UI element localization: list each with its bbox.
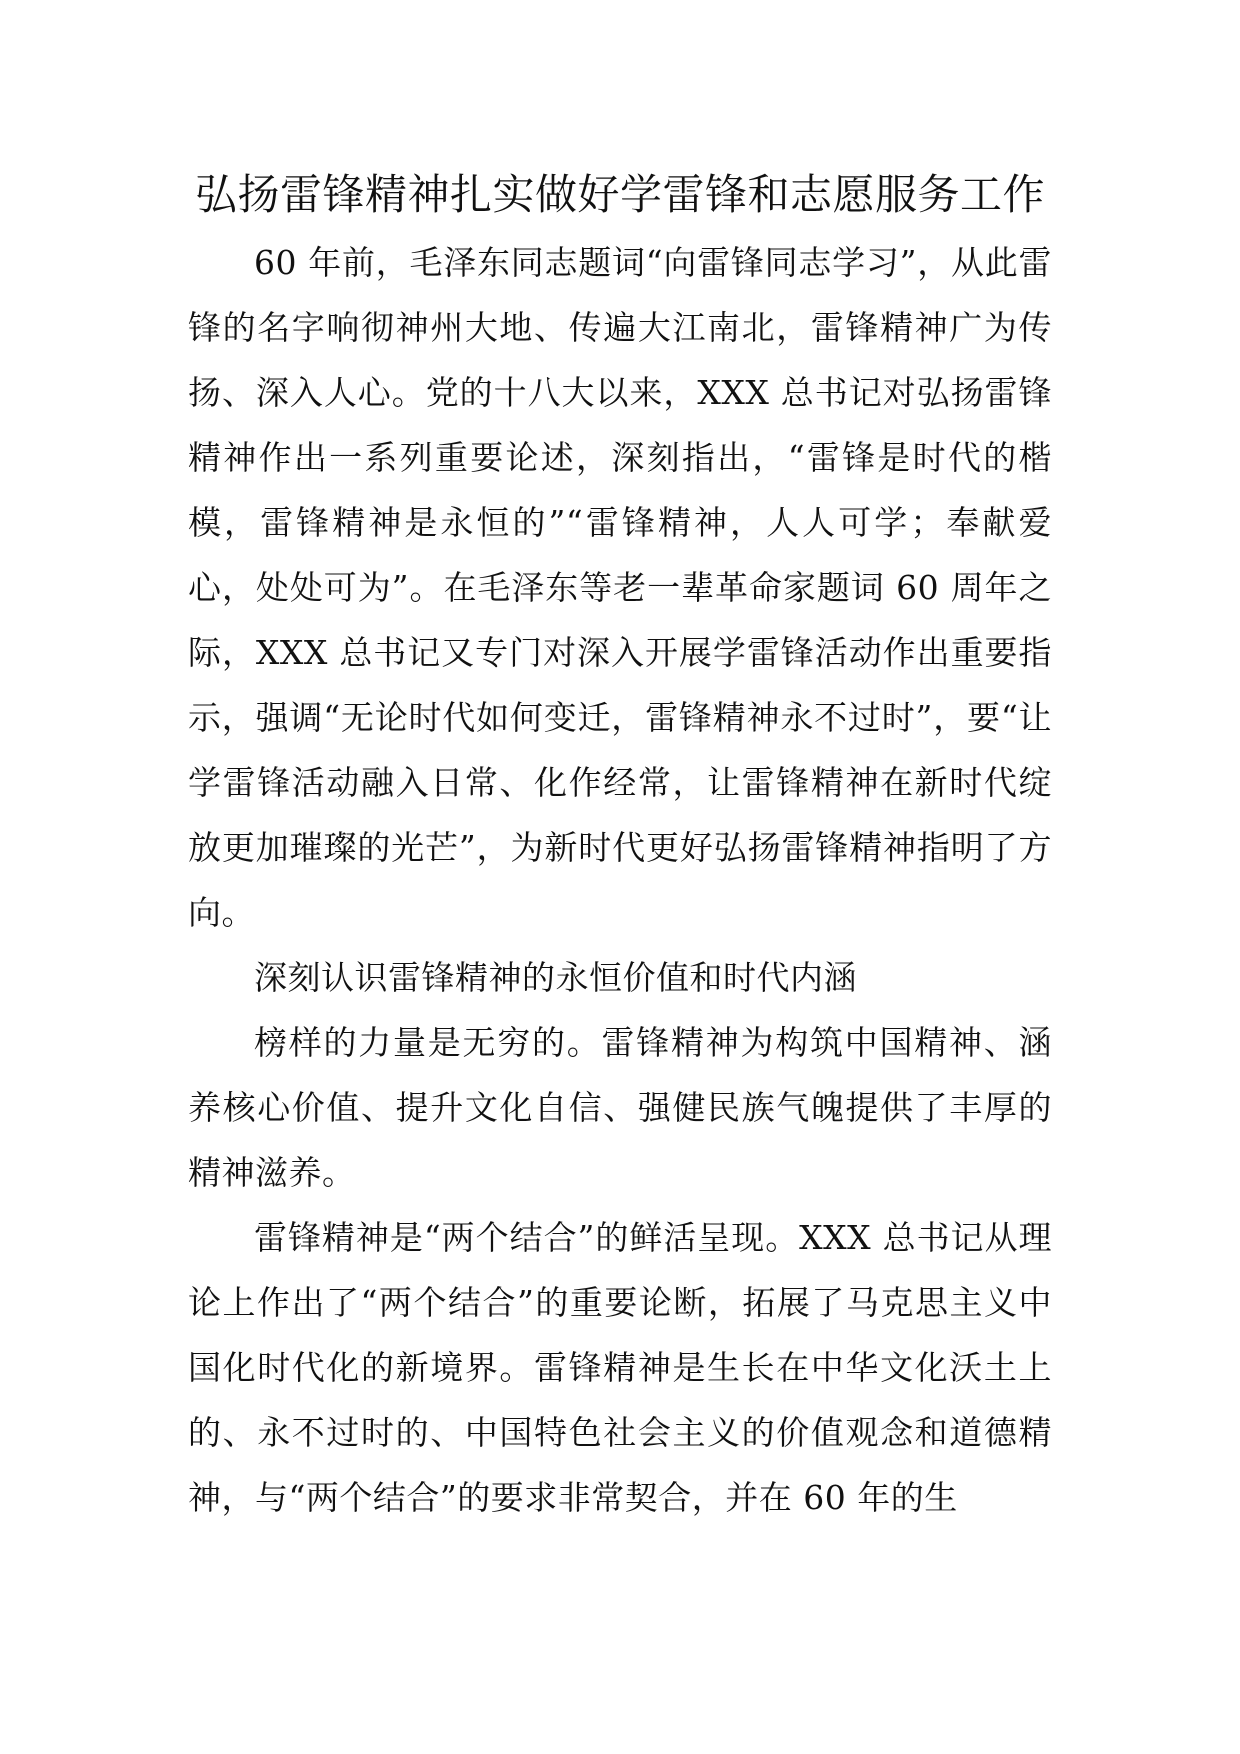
paragraph-role-model: 榜样的力量是无穷的。雷锋精神为构筑中国精神、涵养核心价值、提升文化自信、强健民族气魄提供了丰厚的精神滋养。	[188, 1023, 1052, 1192]
paragraph-two-combinations: 雷锋精神是“两个结合”的鲜活呈现。XXX 总书记从理论上作出了“两个结合”的重要论断，拓展了马克思主义中国化时代化的新境界。雷锋精神是生长在中华文化沃土上的、永不过时的、中国特色社会主义的价值观念和道德精神，与“两个结合”的要求非常契合，并在 60 年的生	[188, 1218, 1052, 1517]
paragraph-intro: 60 年前，毛泽东同志题词“向雷锋同志学习”，从此雷锋的名字响彻神州大地、传遍大江南北，雷锋精神广为传扬、深入人心。党的十八大以来，XXX 总书记对弘扬雷锋精神作出一系列重要论述，深刻指出，“雷锋是时代的楷模，雷锋精神是永恒的”“雷锋精神，人人可学；奉献爱心，处处可为”。在毛泽东等老一辈革命家题词 60 周年之际，XXX 总书记又专门对深入开展学雷锋活动作出重要指示，强调“无论时代如何变迁，雷锋精神永不过时”，要“让学雷锋活动融入日常、化作经常，让雷锋精神在新时代绽放更加璀璨的光芒”，为新时代更好弘扬雷锋精神指明了方向。	[188, 243, 1052, 932]
section-heading: 深刻认识雷锋精神的永恒价值和时代内涵	[254, 958, 857, 997]
document-body	[188, 164, 1052, 1530]
document-title: 弘扬雷锋精神扎实做好学雷锋和志愿服务工作	[194, 170, 1045, 219]
